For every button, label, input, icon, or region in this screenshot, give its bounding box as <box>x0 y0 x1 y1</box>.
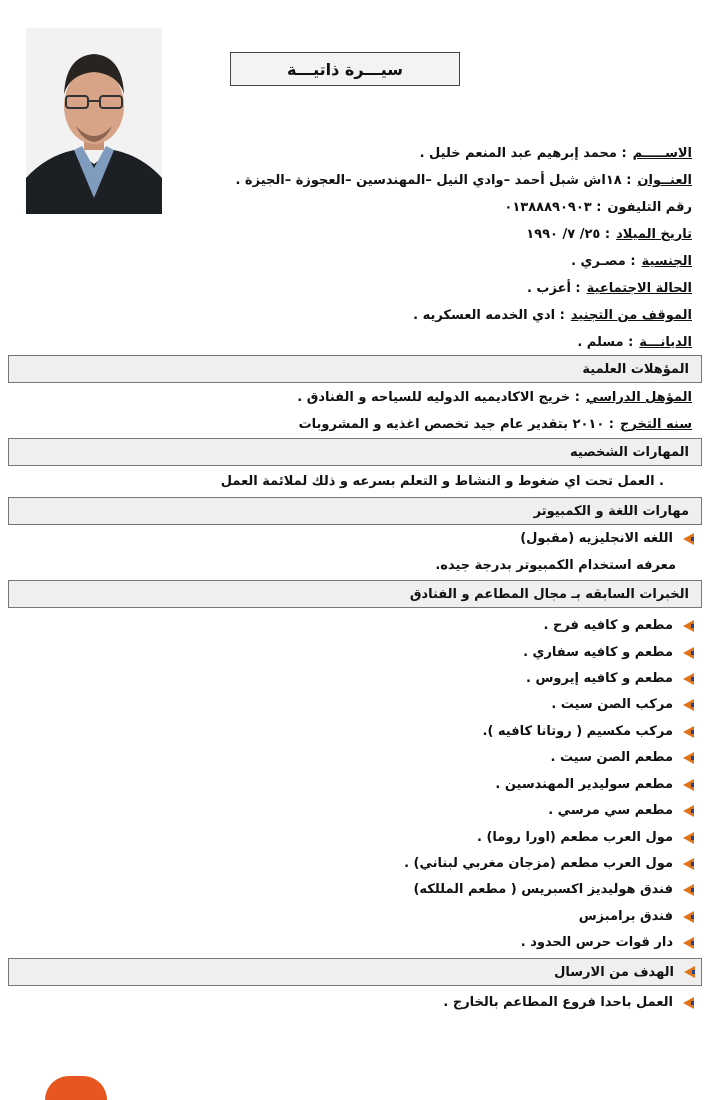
arrow-bullet-icon <box>683 997 694 1009</box>
experience-item <box>551 749 694 767</box>
degree-row <box>297 389 692 407</box>
arrow-bullet-icon <box>683 699 694 711</box>
religion-value: : مسلم . <box>577 335 634 350</box>
arrow-bullet-icon <box>683 884 694 896</box>
arrow-bullet-icon <box>684 966 695 978</box>
arrow-bullet-icon <box>683 752 694 764</box>
footer-decoration <box>45 1076 107 1100</box>
birthdate-row <box>526 226 692 244</box>
document-title: سيـــرة ذاتيـــة <box>230 52 460 86</box>
experience-text: مركب الصن سيت . <box>551 697 673 712</box>
experience-text: مطعم و كافيه إيروس . <box>526 671 673 686</box>
education-header: المؤهلات العلمية <box>8 355 702 383</box>
experience-item <box>404 855 694 873</box>
religion-label: الديانـــة <box>639 335 692 350</box>
experience-text: مول العرب مطعم (مزجان مغربي لبناني) . <box>404 856 673 871</box>
experience-header: الخبرات السابقه بـ مجال المطاعم و الفنادق <box>8 580 702 608</box>
arrow-bullet-icon <box>683 726 694 738</box>
language-text: اللغه الانجليزيه (مقبول) <box>520 531 673 546</box>
skills-text: . العمل تحت اي ضغوط و النشاط و التعلم بسرعه و ذلك لملائمة العمل <box>220 474 664 489</box>
experience-text: مول العرب مطعم (اورا روما) . <box>477 830 673 845</box>
languages-header: مهارات اللغة و الكمبيوتر <box>8 497 702 525</box>
experience-item <box>413 881 694 899</box>
experience-item <box>548 802 694 820</box>
goal-header <box>8 958 702 986</box>
experience-text: فندق هوليديز اكسبريس ( مطعم المللكه) <box>413 882 673 897</box>
goal-text: العمل باحدا فروع المطاعم بالخارج . <box>443 995 673 1010</box>
military-label: الموقف من التجنيد <box>570 308 692 323</box>
phone-row <box>504 199 692 217</box>
language-item <box>520 530 694 548</box>
arrow-bullet-icon <box>683 937 694 949</box>
nationality-row <box>571 253 692 271</box>
name-row <box>420 145 692 163</box>
experience-text: دار قوات حرس الحدود . <box>520 935 673 950</box>
experience-text: مركب مكسيم ( روتانا كافيه ). <box>482 724 673 739</box>
experience-text: مطعم سي مرسي . <box>548 803 673 818</box>
experience-text: مطعم و كافيه فرح . <box>543 618 673 633</box>
graduation-row <box>299 416 692 434</box>
name-label: الاســـــم <box>632 146 692 161</box>
profile-photo <box>26 28 162 214</box>
experience-item <box>579 908 694 926</box>
degree-label: المؤهل الدراسي <box>585 390 692 405</box>
military-value: : ادي الخدمه العسكريه . <box>413 308 565 323</box>
experience-text: مطعم و كافيه سفاري . <box>523 645 673 660</box>
arrow-bullet-icon <box>683 647 694 659</box>
arrow-bullet-icon <box>683 911 694 923</box>
goal-item <box>443 994 694 1012</box>
skills-header: المهارات الشخصيه <box>8 438 702 466</box>
birthdate-label: تاريخ الميلاد <box>616 227 692 242</box>
graduation-value: : ٢٠١٠ بتقدير عام جيد تخصص اغذيه و المشروبات <box>298 417 615 432</box>
experience-text: فندق برامبزس <box>578 909 673 924</box>
experience-item <box>483 723 694 741</box>
experience-text: مطعم سوليدير المهندسين . <box>495 777 673 792</box>
phone-label: رقم التليفون <box>607 200 692 215</box>
address-label: العنــوان <box>637 173 692 188</box>
birthdate-value: : ٢٥/ ٧/ ١٩٩٠ <box>526 227 611 242</box>
experience-item <box>495 776 694 794</box>
military-row <box>413 307 692 325</box>
nationality-label: الجنسية <box>641 254 692 269</box>
experience-item <box>523 644 694 662</box>
experience-item <box>544 617 694 635</box>
experience-item <box>477 829 694 847</box>
goal-header-text: الهدف من الارسال <box>554 964 674 980</box>
marital-row <box>527 280 692 298</box>
address-row <box>235 172 692 190</box>
arrow-bullet-icon <box>683 533 694 545</box>
marital-value: : أعزب . <box>526 281 581 296</box>
graduation-label: سنه التخرج <box>620 417 692 432</box>
nationality-value: : مصـري . <box>571 254 636 269</box>
degree-value: : خريج الاكاديميه الدوليه للسياحه و الفنادق . <box>297 390 580 405</box>
phone-value: : ٠١٣٨٨٨٩٠٩٠٣ <box>504 200 602 215</box>
address-value: : ١٨اش شبل أحمد –وادي النيل –المهندسين –العجوزة –الجيزة . <box>235 173 632 188</box>
experience-item <box>526 670 694 688</box>
experience-item <box>551 696 694 714</box>
arrow-bullet-icon <box>683 805 694 817</box>
arrow-bullet-icon <box>683 673 694 685</box>
experience-text: مطعم الصن سيت . <box>550 750 673 765</box>
arrow-bullet-icon <box>683 779 694 791</box>
arrow-bullet-icon <box>683 858 694 870</box>
computer-skill-text: معرفه استخدام الكمبيوتر بدرجة جيده. <box>435 558 676 573</box>
arrow-bullet-icon <box>683 832 694 844</box>
marital-label: الحالة الاجتماعية <box>586 281 692 296</box>
arrow-bullet-icon <box>683 620 694 632</box>
religion-row <box>577 334 692 352</box>
experience-item <box>521 934 694 952</box>
name-value: : محمد إبرهيم عبد المنعم خليل . <box>419 146 627 161</box>
